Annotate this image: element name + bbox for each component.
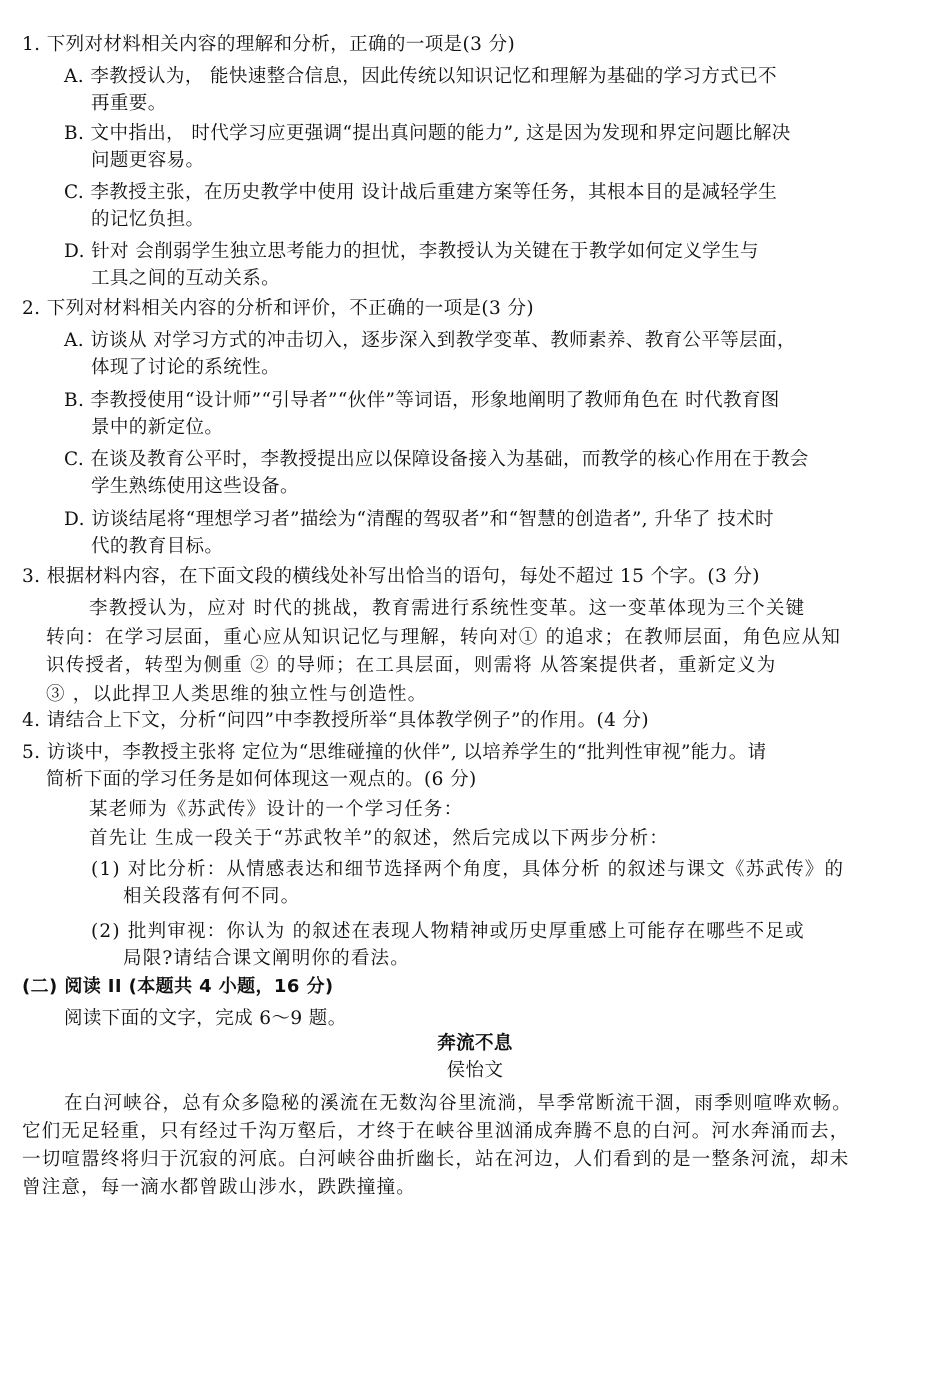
q2-option-d-line1: D. 访谈结尾将“理想学习者”描绘为“清醒的驾驭者”和“智慧的创造者”, 升华了 技术时: [64, 509, 774, 530]
section-instruction: 阅读下面的文字，完成 6～9 题。: [64, 1008, 347, 1029]
q5-stem-line1: 5. 访谈中，李教授主张将 定位为“思维碰撞的伙伴”, 以培养学生的“批判性审视”能力。请: [22, 742, 767, 763]
q2-option-a-line1: A. 访谈从 对学习方式的冲击切入，逐步深入到教学变革、教师素养、教育公平等层面，: [64, 330, 796, 351]
q5-step2-line2: 局限?请结合课文阐明你的看法。: [123, 948, 410, 969]
q5-stem-line2: 简析下面的学习任务是如何体现这一观点的。(6 分): [46, 769, 477, 790]
q3-paragraph-line4: ③ ，以此捍卫人类思维的独立性与创造性。: [46, 684, 428, 705]
q3-paragraph-line2: 转向：在学习层面，重心应从知识记忆与理解，转向对① 的追求；在教师层面，角色应从知: [46, 627, 842, 648]
article-author: 侯怡文: [446, 1060, 504, 1081]
q1-stem: 1. 下列对材料相关内容的理解和分析，正确的一项是(3 分): [22, 34, 516, 55]
q5-step2-line1: (2) 批判审视：你认为 的叙述在表现人物精神或历史厚重感上可能存在哪些不足或: [91, 921, 805, 942]
article-paragraph-line4: 曾注意，每一滴水都曾跋山涉水，跌跌撞撞。: [22, 1177, 417, 1198]
q1-option-c-line1: C. 李教授主张，在历史教学中使用 设计战后重建方案等任务，其根本目的是减轻学生: [64, 182, 778, 203]
q2-option-d-line2: 代的教育目标。: [91, 536, 224, 557]
q3-paragraph-line3: 识传授者，转型为侧重 ② 的导师；在工具层面，则需将 从答案提供者，重新定义为: [46, 655, 777, 676]
q1-option-a-line1: A. 李教授认为， 能快速整合信息，因此传统以知识记忆和理解为基础的学习方式已不: [64, 66, 778, 87]
q2-option-a-line2: 体现了讨论的系统性。: [91, 357, 281, 378]
q1-option-c-line2: 的记忆负担。: [91, 209, 205, 230]
q2-option-c-line1: C. 在谈及教育公平时，李教授提出应以保障设备接入为基础，而教学的核心作用在于教会: [64, 449, 809, 470]
q1-option-d-line1: D. 针对 会削弱学生独立思考能力的担忧，李教授认为关键在于教学如何定义学生与: [64, 241, 759, 262]
article-paragraph-line2: 它们无足轻重，只有经过千沟万壑后，才终于在峡谷里汹涌成奔腾不息的白河。河水奔涌而去，: [22, 1121, 850, 1142]
q1-option-d-line2: 工具之间的互动关系。: [91, 268, 281, 289]
q2-option-b-line1: B. 李教授使用“设计师”“引导者”“伙伴”等词语，形象地阐明了教师角色在 时代教育图: [64, 390, 780, 411]
q2-stem: 2. 下列对材料相关内容的分析和评价，不正确的一项是(3 分): [22, 298, 535, 319]
q4-stem: 4. 请结合上下文，分析“问四”中李教授所举“具体教学例子”的作用。(4 分): [22, 710, 650, 731]
article-title: 奔流不息: [437, 1033, 513, 1054]
q1-option-a-line2: 再重要。: [91, 93, 167, 114]
q2-option-b-line2: 景中的新定位。: [91, 417, 224, 438]
q3-stem: 3. 根据材料内容，在下面文段的横线处补写出恰当的语句，每处不超过 15 个字。(3 分): [22, 566, 760, 587]
article-paragraph-line1: 在白河峡谷，总有众多隐秘的溪流在无数沟谷里流淌，旱季常断流干涸，雨季则喧哗欢畅。: [64, 1093, 853, 1114]
q1-option-b-line1: B. 文中指出， 时代学习应更强调“提出真问题的能力”, 这是因为发现和界定问题比解决: [64, 123, 791, 144]
q5-task-intro: 某老师为《苏武传》设计的一个学习任务：: [89, 799, 464, 820]
q2-option-c-line2: 学生熟练使用这些设备。: [91, 476, 299, 497]
q5-task-first: 首先让 生成一段关于“苏武牧羊”的叙述，然后完成以下两步分析：: [89, 828, 669, 849]
q5-step1-line2: 相关段落有何不同。: [123, 886, 301, 907]
q1-option-b-line2: 问题更容易。: [91, 150, 205, 171]
q5-step1-line1: (1) 对比分析：从情感表达和细节选择两个角度，具体分析 的叙述与课文《苏武传》的: [91, 859, 845, 880]
article-paragraph-line3: 一切喧嚣终将归于沉寂的河底。白河峡谷曲折幽长，站在河边，人们看到的是一整条河流，却未: [22, 1149, 850, 1170]
q3-paragraph-line1: 李教授认为，应对 时代的挑战，教育需进行系统性变革。这一变革体现为三个关键: [89, 598, 806, 619]
section-heading: (二) 阅读 II (本题共 4 小题，16 分): [22, 976, 334, 997]
